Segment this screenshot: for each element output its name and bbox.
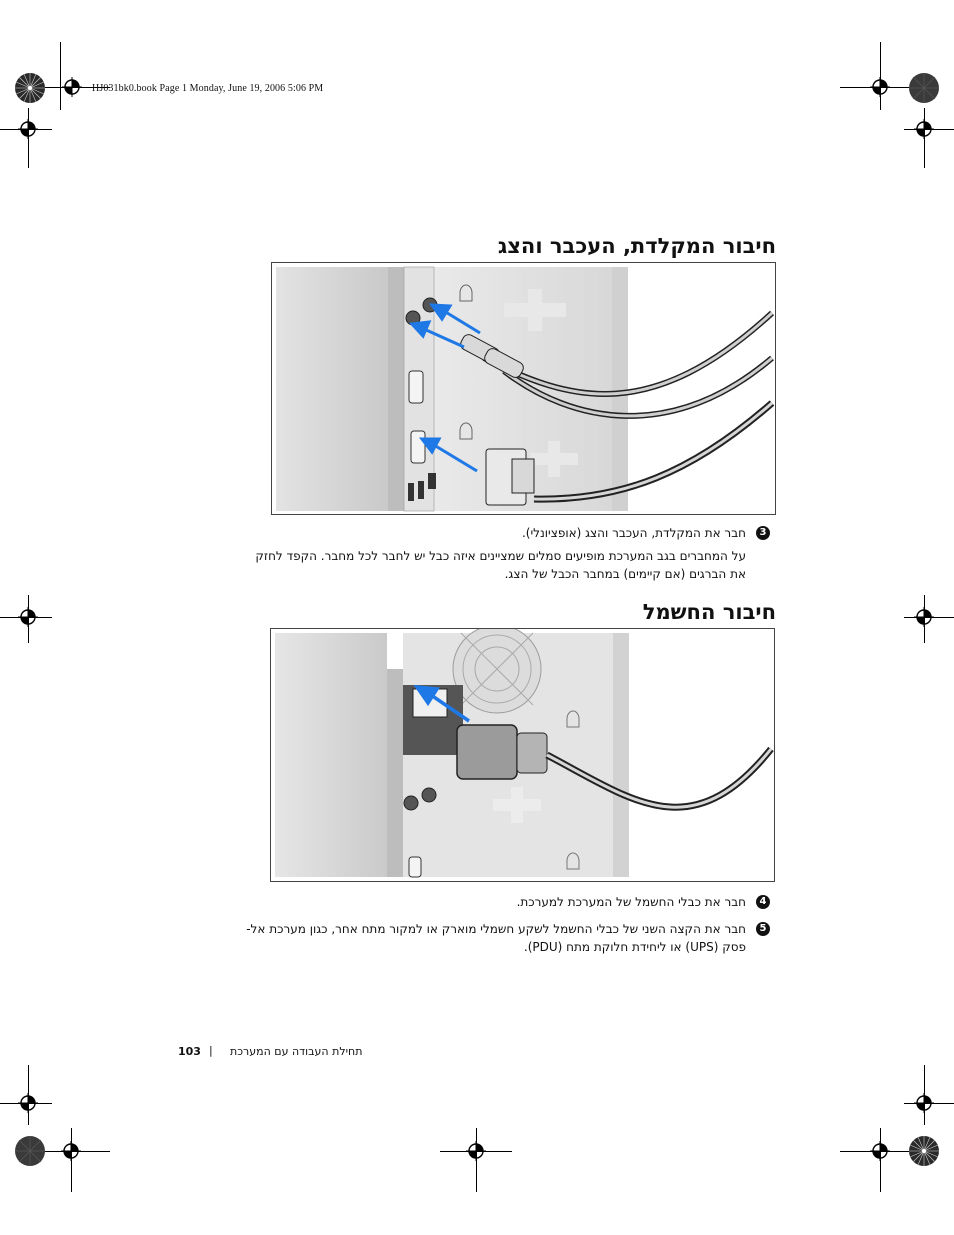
keyboard-mouse-monitor-illustration (271, 262, 776, 515)
registration-target-icon (914, 1093, 934, 1113)
registration-target-icon (870, 77, 890, 97)
step-number-badge: 3 (756, 526, 770, 540)
power-connection-illustration (270, 628, 775, 882)
registration-target-icon (914, 607, 934, 627)
connector-note-line-1: על המחברים בגב המערכת מופיעים סמלים שמציינים איזה כבל יש לחבר לכל מחבר. הקפד לחזק (255, 549, 746, 563)
step-3-text: חבר את המקלדת, העכבר והצג (אופציונלי). (521, 526, 746, 540)
step-4 (516, 894, 767, 911)
step-3 (521, 525, 767, 542)
page-number: 103 (178, 1045, 201, 1058)
section-heading-power: חיבור החשמל (642, 600, 776, 624)
registration-target-icon (914, 119, 934, 139)
color-rosette-icon (908, 1135, 940, 1167)
chapter-title: תחילת העבודה עם המערכת (230, 1045, 363, 1058)
color-rosette-icon (908, 72, 940, 104)
registration-target-icon (18, 119, 38, 139)
registration-target-icon (870, 1141, 890, 1161)
book-page-header: HJ031bk0.book Page 1 Monday, June 19, 2006 5:06 PM (92, 83, 324, 94)
step-number-badge: 5 (756, 922, 770, 936)
step-5 (246, 921, 767, 938)
section-heading-keyboard-mouse-monitor: חיבור המקלדת, העכבר והצג (497, 234, 776, 258)
registration-target-icon (62, 77, 82, 97)
step-5-text-line-2: פסק (UPS) או ליחידת חלוקת מתח (PDU). (523, 940, 746, 954)
registration-target-icon (18, 607, 38, 627)
color-rosette-icon (14, 1135, 46, 1167)
registration-target-icon (61, 1141, 81, 1161)
registration-target-icon (18, 1093, 38, 1113)
footer-separator: | (209, 1044, 213, 1057)
step-5-text-line-1: חבר את הקצה השני של כבלי החשמל לשקע חשמלי מוארק או למקור מתח אחר, כגון מערכת אל- (246, 922, 746, 936)
connector-note-line-2: את הברגים (אם קיימים) במחבר הכבל של הצג. (504, 567, 746, 581)
color-rosette-icon (14, 72, 46, 104)
step-number-badge: 4 (756, 895, 770, 909)
registration-target-icon (466, 1141, 486, 1161)
step-4-text: חבר את כבלי החשמל של המערכת למערכת. (516, 895, 746, 909)
